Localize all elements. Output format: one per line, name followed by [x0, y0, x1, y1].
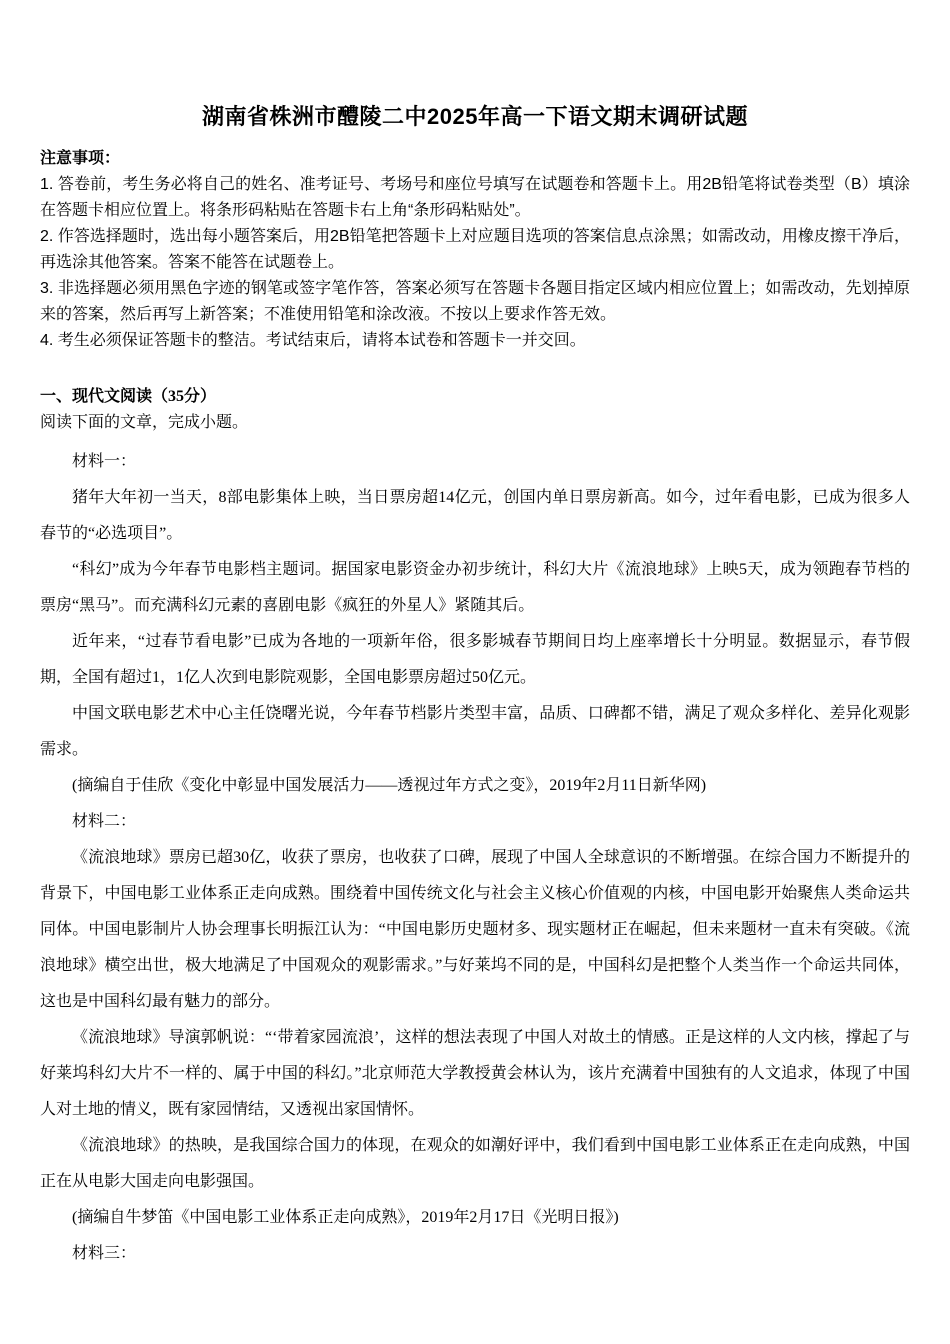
- passage-paragraph: 近年来，“过春节看电影”已成为各地的一项新年俗，很多影城春节期间日均上座率增长十分明显。数据显示，春节假期，全国有超过1，1亿人次到电影院观影，全国电影票房超过50亿元。: [40, 633, 910, 686]
- notice-section: [40, 146, 910, 354]
- passage-paragraph: 猪年大年初一当天，8部电影集体上映，当日票房超14亿元，创国内单日票房新高。如今，过年看电影，已成为很多人春节的“必选项目”。: [40, 489, 910, 542]
- passage-paragraph: 《流浪地球》导演郭帆说：“‘带着家园流浪’，这样的想法表现了中国人对故土的情感。正是这样的人文内核，撑起了与好莱坞科幻大片不一样的、属于中国的科幻。”北京师范大学教授黄会林认为，该片充满着中国独有的人文追求，体现了中国人对土地的情义，既有家园情结，又透视出家国情怀。: [40, 1029, 910, 1118]
- notice-item: 4. 考生必须保证答题卡的整洁。考试结束后，请将本试卷和答题卡一并交回。: [40, 332, 586, 349]
- passage-paragraph: (摘编自牛梦笛《中国电影工业体系正走向成熟》，2019年2月17日《光明日报》): [72, 1209, 619, 1226]
- passage-paragraph: 《流浪地球》票房已超30亿，收获了票房，也收获了口碑，展现了中国人全球意识的不断增强。在综合国力不断提升的背景下，中国电影工业体系正走向成熟。围绕着中国传统文化与社会主义核心价值观的内核，中国电影开始聚焦人类命运共同体。中国电影制片人协会理事长明振江认为：“中国电影历史题材多、现实题材正在崛起，但未来题材一直未有突破。《流浪地球》横空出世，极大地满足了中国观众的观影需求。”与好莱坞不同的是，中国科幻是把整个人类当作一个命运共同体，这也是中国科幻最有魅力的部分。: [40, 849, 910, 1010]
- passage-paragraph: 《流浪地球》的热映，是我国综合国力的体现，在观众的如潮好评中，我们看到中国电影工业体系正在走向成熟，中国正在从电影大国走向电影强国。: [40, 1137, 910, 1190]
- passage-paragraph: 材料三：: [72, 1245, 137, 1262]
- passage-paragraph: 材料二：: [72, 813, 137, 830]
- passage-paragraph: “科幻”成为今年春节电影档主题词。据国家电影资金办初步统计，科幻大片《流浪地球》上映5天，成为领跑春节档的票房“黑马”。而充满科幻元素的喜剧电影《疯狂的外星人》紧随其后。: [40, 561, 910, 614]
- section-heading: 一、现代文阅读（35分）: [40, 388, 217, 405]
- notice-item: 1. 答卷前，考生务必将自己的姓名、准考证号、考场号和座位号填写在试题卷和答题卡上。用2B铅笔将试卷类型（B）填涂在答题卡相应位置上。将条形码粘贴在答题卡右上角“条形码粘贴处”。: [40, 176, 910, 219]
- notice-item: 2. 作答选择题时，选出每小题答案后，用2B铅笔把答题卡上对应题目选项的答案信息点涂黑；如需改动，用橡皮擦干净后，再选涂其他答案。答案不能答在试题卷上。: [40, 228, 910, 271]
- passage: [40, 444, 910, 1272]
- passage-paragraph: 材料一：: [72, 453, 137, 470]
- section-intro: 阅读下面的文章，完成小题。: [40, 414, 249, 431]
- notice-list: [40, 172, 910, 354]
- notice-heading: 注意事项：: [40, 150, 121, 167]
- passage-paragraph: (摘编自于佳欣《变化中彰显中国发展活力——透视过年方式之变》，2019年2月11日新华网): [72, 777, 707, 794]
- page-title: 湖南省株洲市醴陵二中2025年高一下语文期末调研试题: [202, 104, 748, 129]
- passage-paragraph: 中国文联电影艺术中心主任饶曙光说，今年春节档影片类型丰富，品质、口碑都不错，满足了观众多样化、差异化观影需求。: [40, 705, 910, 758]
- notice-item: 3. 非选择题必须用黑色字迹的钢笔或签字笔作答，答案必须写在答题卡各题目指定区域内相应位置上；如需改动，先划掉原来的答案，然后再写上新答案；不准使用铅笔和涂改液。不按以上要求作答无效。: [40, 280, 910, 323]
